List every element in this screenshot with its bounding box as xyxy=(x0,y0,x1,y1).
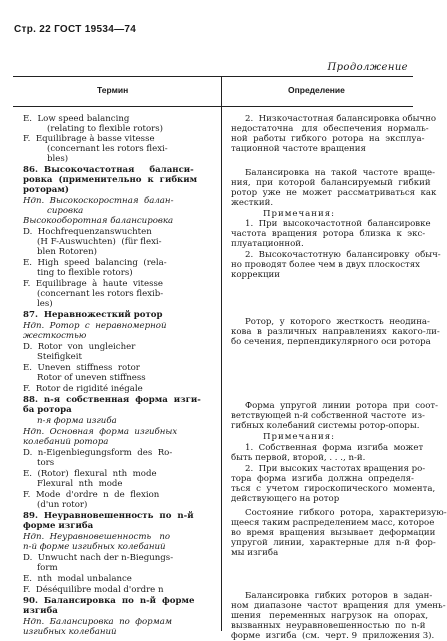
term-87-deprecated: Ндп. Ротор с неравномерной xyxy=(23,321,167,331)
definition-text: шения переменных нагрузок на опорах, xyxy=(231,611,429,621)
definition-text: ветствующей n-й собственной частоте из- xyxy=(231,411,425,421)
term-text: tors xyxy=(37,458,55,468)
term-text: (H F-Auswuchten) (für flexi- xyxy=(37,237,162,247)
terms-table xyxy=(13,76,447,641)
table-top-border xyxy=(13,76,413,77)
term-text: F. Rotor de rigidité inégale xyxy=(23,384,143,394)
definition-note-heading: Примечания: xyxy=(263,432,336,442)
term-89-deprecated: n-й форме изгибных колебаний xyxy=(23,542,166,552)
definition-text: тационной частоте вращения xyxy=(231,144,366,154)
term-86-title: 86. Высокочастотная баланси- xyxy=(23,165,194,175)
definition-text: бо сечения, перпендикулярного оси ротора xyxy=(231,337,431,347)
definition-text: плуатационной. xyxy=(231,239,304,249)
term-text: bles) xyxy=(47,154,69,164)
term-86-title: ровка (применительно к гибким xyxy=(23,175,198,185)
definition-text: 2. Низкочастотная балансировка обычно xyxy=(245,114,437,124)
definition-text: ния, при которой балансируемый гибкий xyxy=(231,178,431,188)
definition-text: коррекции xyxy=(231,270,280,280)
definition-text: 1. При высокочастотной балансировке xyxy=(245,219,431,229)
definition-text: Состояние гибкого ротора, характеризую- xyxy=(245,508,447,518)
term-text: (concernant les rotors flexib- xyxy=(37,289,164,299)
definition-text: ротор уже не может рассматриваться как xyxy=(231,188,437,198)
definition-text: мы изгиба xyxy=(231,548,279,558)
term-86-deprecated: Высокооборотная балансировка xyxy=(23,216,174,226)
definition-text: но проводят более чем в двух плоскостях xyxy=(231,260,421,270)
term-text: D. Hochfrequenzanswuchten xyxy=(23,227,152,237)
definition-text: вызванных неуравновешенностью по n-й xyxy=(231,621,426,631)
term-text: ting to flexible rotors) xyxy=(37,268,133,278)
term-90-title: изгиба xyxy=(23,606,58,616)
term-text: les) xyxy=(37,299,53,309)
term-text: F. Déséquilibre modal d'ordre n xyxy=(23,585,164,595)
page-header: Стр. 22 ГОСТ 19534—74 xyxy=(14,24,137,35)
definition-text: 2. Высокочастотную балансировку обыч- xyxy=(245,250,441,260)
definition-text: Балансировка гибких роторов в задан- xyxy=(245,591,433,601)
term-88-deprecated: колебаний ротора xyxy=(23,437,109,447)
definition-text: Ротор, у которого жесткость неодина- xyxy=(245,317,430,327)
term-86-deprecated: Ндп. Высокоскоростная балан- xyxy=(23,196,174,206)
term-text: E. Uneven stiffness rotor xyxy=(23,363,140,373)
term-text: D. n-Eigenbiegungsform des Ro- xyxy=(23,448,173,458)
term-90-deprecated: Ндп. Балансировка по формам xyxy=(23,617,173,627)
term-text: E. High speed balancing (rela- xyxy=(23,258,167,268)
term-text: Flexural nth mode xyxy=(37,479,123,489)
table-header-border xyxy=(13,106,413,107)
continued-label: Продолжение xyxy=(327,62,408,73)
term-text: F. Equilibrage à haute vitesse xyxy=(23,279,163,289)
term-text: D. Unwucht nach der n-Biegungs- xyxy=(23,553,174,563)
term-86-title: роторам) xyxy=(23,185,69,195)
term-text: F. Mode d'ordre n de flexion xyxy=(23,490,160,500)
term-89-title: 89. Неуравновешенность по n-й xyxy=(23,511,194,521)
definition-text: гибных колебаний системы ротор-опоры. xyxy=(231,421,420,431)
column-header-definition: Определение xyxy=(288,85,345,95)
definition-text: щееся таким распределением масс, которое xyxy=(231,518,435,528)
term-text: (d'un rotor) xyxy=(37,500,88,510)
term-88-title: 88. n-я собственная форма изги- xyxy=(23,395,201,405)
term-89-title: форме изгиба xyxy=(23,521,94,531)
term-text: (relating to flexible rotors) xyxy=(47,124,164,134)
term-text: (concernant les rotors flexi- xyxy=(47,144,168,154)
term-87-deprecated: жесткостью xyxy=(23,331,87,341)
term-text: Steifigkeit xyxy=(37,352,82,362)
term-text: form xyxy=(37,563,58,573)
definition-text: Форма упругой линии ротора при соот- xyxy=(245,401,439,411)
definition-note-heading: Примечания: xyxy=(263,209,336,219)
term-text: D. Rotor von ungleicher xyxy=(23,342,136,352)
term-text: E. nth modal unbalance xyxy=(23,574,132,584)
definition-text: быть первой, второй, . . ., n-й. xyxy=(231,453,366,463)
term-86-deprecated: сировка xyxy=(47,206,84,216)
definition-text: ться с учетом гироскопического момента, xyxy=(231,484,436,494)
term-87-title: 87. Неравножесткий ротор xyxy=(23,310,163,320)
column-divider xyxy=(221,76,222,631)
definition-text: кова в различных направлениях какого-ли- xyxy=(231,327,440,337)
definition-text: частота вращения ротора близка к экс- xyxy=(231,229,426,239)
definition-text: 1. Собственная форма изгиба может xyxy=(245,443,424,453)
term-90-deprecated: изгибных колебаний xyxy=(23,627,117,637)
definition-text: 2. При высоких частотах вращения ро- xyxy=(245,464,426,474)
term-text: E. (Rotor) flexural nth mode xyxy=(23,469,157,479)
term-89-deprecated: Ндп. Неуравновешенность по xyxy=(23,532,171,542)
definition-text: жесткий. xyxy=(231,198,274,208)
definition-text: форме изгиба (см. черт. 9 приложения 3). xyxy=(231,631,435,641)
term-88-synonym: n-я форма изгиба xyxy=(37,416,117,426)
term-text: F. Equilibrage à basse vitesse xyxy=(23,134,155,144)
term-text: blen Rotoren) xyxy=(37,247,97,257)
definition-text: действующего на ротор xyxy=(231,494,340,504)
definition-text: упругой линии, характерные для n-й фор- xyxy=(231,538,436,548)
definition-text: ном диапазоне частот вращения для умень- xyxy=(231,601,446,611)
term-88-deprecated: Ндп. Основная форма изгибных xyxy=(23,427,178,437)
definition-text: ной работы гибкого ротора на эксплуа- xyxy=(231,134,425,144)
definition-text: Балансировка на такой частоте враще- xyxy=(245,168,435,178)
term-text: Rotor of uneven stiffness xyxy=(37,373,146,383)
definition-text: во время вращения вызывает деформации xyxy=(231,528,436,538)
column-header-terms: Термин xyxy=(97,85,129,95)
term-90-title: 90. Балансировка по n-й форме xyxy=(23,596,195,606)
definition-text: недостаточна для обеспечения нормаль- xyxy=(231,124,429,134)
term-text: E. Low speed balancing xyxy=(23,114,130,124)
definition-text: тора форма изгиба должна определя- xyxy=(231,474,414,484)
term-88-title: ба ротора xyxy=(23,405,72,415)
